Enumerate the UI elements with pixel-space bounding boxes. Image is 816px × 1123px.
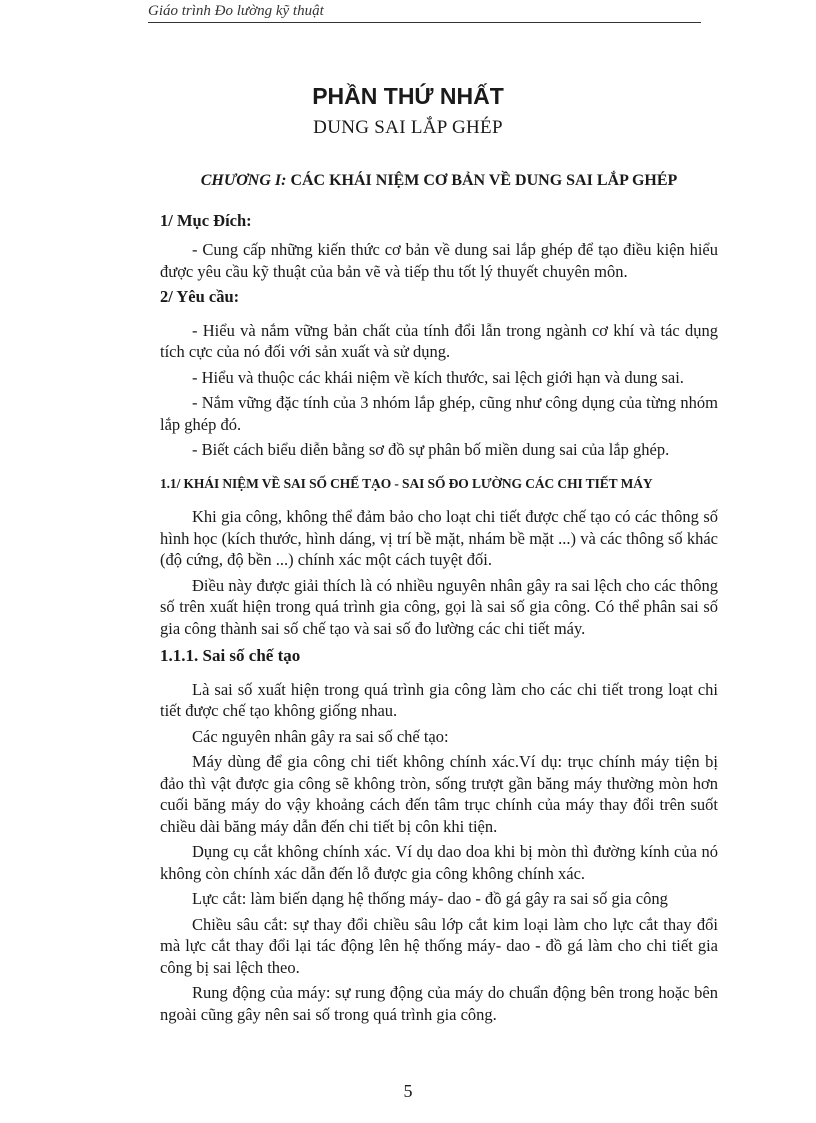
page-number: 5 xyxy=(403,1081,413,1101)
paragraph: - Biết cách biểu diễn bằng sơ đồ sự phân bố miền dung sai của lắp ghép. xyxy=(192,440,670,459)
paragraph: Là sai số xuất hiện trong quá trình gia công làm cho các chi tiết trong loạt chi tiết được chế tạo không giống nhau. xyxy=(160,679,718,720)
paragraph: - Cung cấp những kiến thức cơ bản về dung sai lắp ghép để tạo điều kiện hiểu được yêu cầu kỹ thuật của bản vẽ và tiếp thu tốt lý thuyết chuyên môn. xyxy=(160,240,718,281)
chapter-number: CHƯƠNG I: xyxy=(200,172,287,189)
page-body xyxy=(160,170,718,1029)
chapter-heading xyxy=(160,170,718,192)
chapter-title: CÁC KHÁI NIỆM CƠ BẢN VỀ DUNG SAI LẮP GHÉP xyxy=(286,172,678,189)
paragraph: Dụng cụ cắt không chính xác. Ví dụ dao doa khi bị mòn thì đường kính của nó không còn chính xác dẫn đến lỗ được gia công không chính xác. xyxy=(160,842,718,883)
paragraph: - Hiểu và nắm vững bản chất của tính đổi lẫn trong ngành cơ khí và tác dụng tích cực của nó đối với sản xuất và sử dụng. xyxy=(160,320,718,361)
paragraph: Chiều sâu cắt: sự thay đổi chiều sâu lớp cắt kim loại làm cho lực cắt thay đổi mà lực cắt thay đổi lại tác động lên hệ thống máy- dao - đồ gá làm cho chi tiết gia công bị sai lệch theo. xyxy=(160,914,718,977)
paragraph: Các nguyên nhân gây ra sai số chế tạo: xyxy=(192,726,449,746)
section-purpose-heading: 1/ Mục Đích: xyxy=(160,210,252,230)
section-1-1-1-heading: 1.1.1. Sai số chế tạo xyxy=(160,646,301,665)
running-header xyxy=(148,1,701,23)
paragraph: Rung động của máy: sự rung động của máy do chuẩn động bên trong hoặc bên ngoài cũng gây nên sai số trong quá trình gia công. xyxy=(160,983,718,1024)
paragraph: Điều này được giải thích là có nhiều nguyên nhân gây ra sai lệch cho các thông số trên xuất hiện trong quá trình gia công, gọi là sai số gia công. Có thể phân sai số gia công thành sai số chế tạo và sai số đo lường các chi tiết máy. xyxy=(160,575,718,638)
paragraph: Lực cắt: làm biến dạng hệ thống máy- dao - đồ gá gây ra sai số gia công xyxy=(192,889,668,908)
part-subtitle: DUNG SAI LẮP GHÉP xyxy=(313,117,503,138)
paragraph: Khi gia công, không thể đảm bảo cho loạt chi tiết được chế tạo có các thông số hình học (kích thước, hình dáng, vị trí bề mặt, nhám bề mặt ...) và các thông số khác (độ cứng, độ bền ...) chính xác một cách tuyệt đối. xyxy=(160,507,718,569)
paragraph: - Nắm vững đặc tính của 3 nhóm lắp ghép, cũng như công dụng của từng nhóm lắp ghép đó. xyxy=(160,393,718,434)
paragraph: - Hiểu và thuộc các khái niệm về kích thước, sai lệch giới hạn và dung sai. xyxy=(192,367,684,387)
section-requirements-heading: 2/ Yêu cầu: xyxy=(160,287,240,306)
part-title: PHẦN THỨ NHẤT xyxy=(312,83,504,109)
running-header-title: Giáo trình Đo lường kỹ thuật xyxy=(148,3,324,19)
section-1-1-heading: 1.1/ KHÁI NIỆM VỀ SAI SỐ CHẾ TẠO - SAI SỐ ĐO LƯỜNG CÁC CHI TIẾT MÁY xyxy=(160,475,653,491)
paragraph: Máy dùng để gia công chi tiết không chính xác.Ví dụ: trục chính máy tiện bị đảo thì vật được gia công sẽ không tròn, sống trượt gần băng máy thường mòn hơn cuối băng máy do vậy khoảng cách đến tâm trục chính của máy thay đổi trên suốt chiều dài băng máy dẫn đến chi tiết bị côn khi tiện. xyxy=(160,752,718,836)
